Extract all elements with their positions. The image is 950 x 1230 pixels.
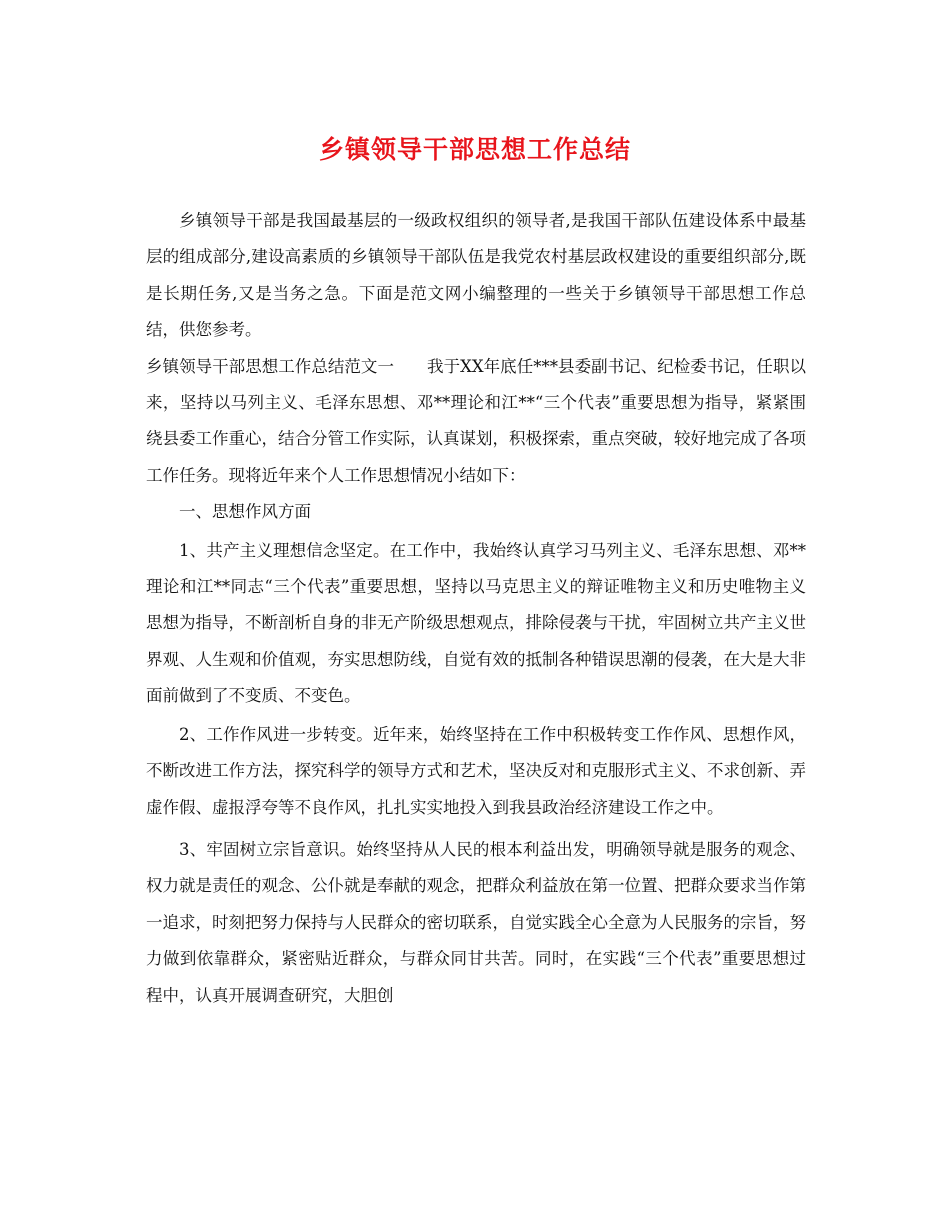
paragraph-intro: 乡镇领导干部是我国最基层的一级政权组织的领导者,是我国干部队伍建设体系中最基层的组成部分,建设高素质的乡镇领导干部队伍是我党农村基层政权建设的重要组织部分,既是长期任务,又是当务之急。下面是范文网小编整理的一些关于乡镇领导干部思想工作总结，供您参考。 xyxy=(146,211,806,340)
section-heading-thought-style: 一、思想作风方面 xyxy=(179,502,311,522)
paragraph-sample-one: 乡镇领导干部思想工作总结范文一 我于XX年底任***县委副书记、纪检委书记，任职以来，坚持以马列主义、毛泽东思想、邓**理论和江**“三个代表”重要思想为指导，紧紧围绕县委工作重心，结合分管工作实际，认真谋划，积极探索，重点突破，较好地完成了各项工作任务。现将近年来个人工作思想情况小结如下： xyxy=(146,356,806,485)
paragraph-item-2: 2、工作作风进一步转变。近年来，始终坚持在工作中积极转变工作作风、思想作风，不断改进工作方法，探究科学的领导方式和艺术，坚决反对和克服形式主义、不求创新、弄虚作假、虚报浮夸等不良作风，扎扎实实地投入到我县政治经济建设工作之中。 xyxy=(146,724,806,817)
paragraph-item-3: 3、牢固树立宗旨意识。始终坚持从人民的根本利益出发，明确领导就是服务的观念、权力就是责任的观念、公仆就是奉献的观念，把群众利益放在第一位置、把群众要求当作第一追求，时刻把努力保持与人民群众的密切联系，自觉实践全心全意为人民服务的宗旨，努力做到依靠群众，紧密贴近群众，与群众同甘共苦。同时，在实践“三个代表”重要思想过程中，认真开展调查研究，大胆创 xyxy=(146,839,806,1005)
document-body xyxy=(146,203,806,1014)
document-title: 乡镇领导干部思想工作总结 xyxy=(318,135,631,164)
paragraph-item-1: 1、共产主义理想信念坚定。在工作中，我始终认真学习马列主义、毛泽东思想、邓**理论和江**同志“三个代表”重要思想，坚持以马克思主义的辩证唯物主义和历史唯物主义思想为指导，不断剖析自身的非无产阶级思想观点，排除侵袭与干扰，牢固树立共产主义世界观、人生观和价值观，夯实思想防线，自觉有效的抵制各种错误思潮的侵袭，在大是大非面前做到了不变质、不变色。 xyxy=(146,540,806,706)
